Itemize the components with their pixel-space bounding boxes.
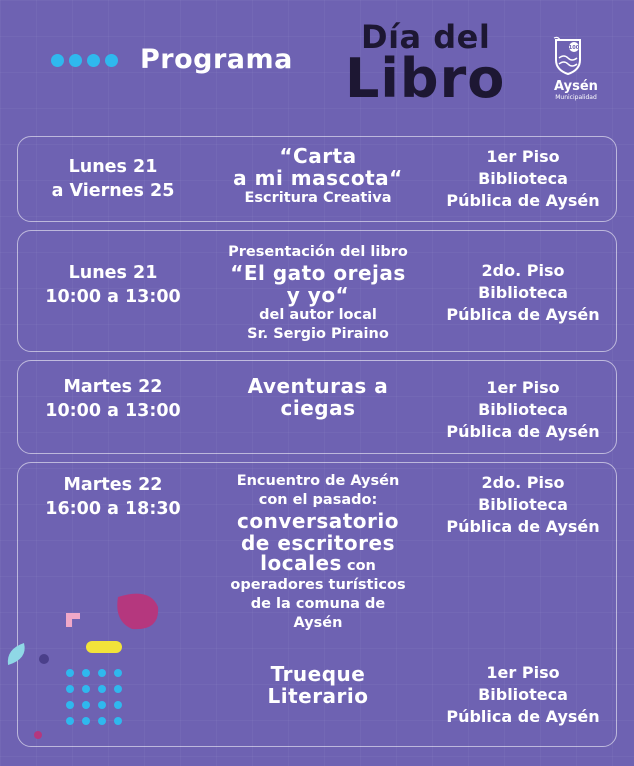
- activity-title-line: ciegas: [280, 396, 356, 420]
- activity-subtitle: de la comuna de: [250, 596, 386, 612]
- activity-title-line: “El gato orejas: [230, 261, 406, 285]
- dot: [105, 54, 118, 67]
- shield-icon: [552, 36, 584, 76]
- activity-title-line: a mi mascota“: [233, 166, 403, 190]
- activity-subtitle: Aysén: [293, 615, 343, 631]
- event-activity: [198, 375, 438, 419]
- location-line: 1er Piso: [486, 663, 560, 682]
- location-line: 2do. Piso: [481, 473, 565, 492]
- location-line: Pública de Aysén: [446, 191, 600, 210]
- location-line: 1er Piso: [486, 378, 560, 397]
- event-card-2: [17, 230, 617, 352]
- event-date: [18, 261, 208, 309]
- yellow-bar-shape: [86, 641, 122, 653]
- activity-intro: con el pasado:: [258, 492, 378, 508]
- location-line: Pública de Aysén: [446, 517, 600, 536]
- date-line: 10:00 a 13:00: [45, 287, 181, 307]
- activity-title-line: Literario: [267, 684, 369, 708]
- event-activity: [198, 145, 438, 208]
- magenta-leaf-shape: [117, 594, 158, 629]
- activity-title-line: “Carta: [279, 144, 357, 168]
- event-activity: [198, 243, 438, 344]
- decorative-dots: [51, 54, 118, 67]
- event-location: [428, 377, 618, 443]
- activity-title-line: Trueque: [270, 662, 366, 686]
- small-purple-dot: [39, 654, 49, 664]
- activity-title-line: Aventuras a: [247, 374, 389, 398]
- location-line: Pública de Aysén: [446, 707, 600, 726]
- dot: [51, 54, 64, 67]
- event-location: [428, 472, 618, 538]
- date-line: Lunes 21: [68, 263, 158, 283]
- activity-title-line: y yo“: [286, 283, 350, 307]
- event-activity: [198, 663, 438, 707]
- activity-subtitle: del autor local: [259, 307, 377, 323]
- event-activity: [198, 472, 438, 633]
- activity-title-tail: [198, 551, 438, 576]
- title-line-2: Libro: [345, 47, 506, 110]
- location-line: Pública de Aysén: [446, 305, 600, 324]
- programa-heading: Programa: [140, 44, 293, 75]
- date-line: Lunes 21: [68, 157, 158, 177]
- activity-intro: Encuentro de Aysén: [236, 473, 400, 489]
- activity-title-line: conversatorio: [237, 509, 399, 533]
- activity-title-line: locales: [260, 551, 342, 575]
- header: [0, 0, 634, 128]
- municipality-logo: [552, 36, 600, 106]
- date-line: a Viernes 25: [51, 181, 175, 201]
- activity-tail-text: con: [341, 558, 376, 574]
- blue-dot-grid: [66, 669, 122, 725]
- date-line: 16:00 a 18:30: [45, 499, 181, 519]
- location-line: Pública de Aysén: [446, 422, 600, 441]
- location-line: 1er Piso: [486, 147, 560, 166]
- title-line-1: Día del: [361, 18, 491, 56]
- activity-title-line: de escritores: [240, 531, 396, 555]
- event-card-1: [17, 136, 617, 222]
- logo-name: Aysén: [554, 79, 598, 94]
- date-line: 10:00 a 13:00: [45, 401, 181, 421]
- activity-intro: Presentación del libro: [228, 244, 408, 260]
- decorative-shapes: [0, 585, 180, 766]
- event-location: [428, 662, 618, 728]
- date-line: Martes 22: [63, 475, 163, 495]
- location-line: Biblioteca: [478, 169, 568, 188]
- event-date: [18, 473, 208, 521]
- event-location: [428, 260, 618, 326]
- date-line: Martes 22: [63, 377, 163, 397]
- event-card-3: [17, 360, 617, 454]
- activity-subtitle: operadores turísticos: [230, 577, 406, 593]
- event-date: [18, 155, 208, 203]
- logo-subtitle: Municipalidad: [555, 94, 597, 101]
- location-line: Biblioteca: [478, 283, 568, 302]
- pink-corner-shape: [66, 613, 80, 627]
- activity-subtitle: Escritura Creativa: [244, 190, 392, 206]
- dot: [87, 54, 100, 67]
- cyan-leaf-shape: [8, 643, 25, 665]
- location-line: Biblioteca: [478, 685, 568, 704]
- logo-badge: 100: [568, 45, 580, 51]
- event-date: [18, 375, 208, 423]
- location-line: Biblioteca: [478, 400, 568, 419]
- small-magenta-dot: [34, 731, 42, 739]
- location-line: Biblioteca: [478, 495, 568, 514]
- activity-subtitle: Sr. Sergio Piraino: [247, 326, 389, 342]
- event-location: [428, 146, 618, 212]
- dot: [69, 54, 82, 67]
- location-line: 2do. Piso: [481, 261, 565, 280]
